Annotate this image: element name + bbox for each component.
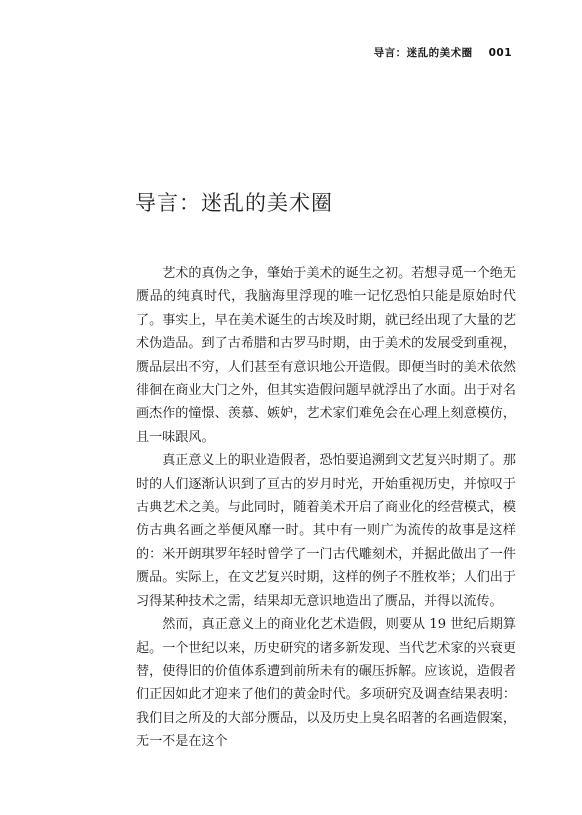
body-text [136,262,516,754]
paragraph-1: 艺术的真伪之争，肇始于美术的诞生之初。若想寻觅一个绝无赝品的纯真时代，我脑海里浮现的唯一记忆恐怕只能是原始时代了。事实上，早在美术诞生的古埃及时期，就已经出现了大量的艺术伪造品。到了古希腊和古罗马时期，由于美术的发展受到重视，赝品层出不穷，人们甚至有意识地公开造假。即便当时的美术依然徘徊在商业大门之外，但其实造假问题早就浮出了水面。出于对名画杰作的憧憬、羡慕、嫉妒，艺术家们难免会在心理上刻意模仿，且一味跟风。 [136,266,516,445]
paragraph-3: 然而，真正意义上的商业化艺术造假，则要从 19 世纪后期算起。一个世纪以来，历史研究的诸多新发现、当代艺术家的兴衰更替，使得旧的价值体系遭到前所未有的碾压拆解。应该说，造假者们正因如此才迎来了他们的黄金时代。多项研究及调查结果表明：我们目之所及的大部分赝品，以及历史上臭名昭著的名画造假案，无一不是在这个 [136,617,516,750]
running-header-title: 导言：迷乱的美术圈 [373,47,473,59]
paragraph-2: 真正意义上的职业造假者，恐怕要追溯到文艺复兴时期了。那时的人们逐渐认识到了亘古的岁月时光，开始重视历史，并惊叹于古典艺术之美。与此同时，随着美术开启了商业化的经营模式，模仿古典名画之举便风靡一时。其中有一则广为流传的故事是这样的：米开朗琪罗年轻时曾学了一门古代雕刻术，并据此做出了一件赝品。实际上，在文艺复兴时期，这样的例子不胜枚举；人们出于习得某种技术之需，结果却无意识地造出了赝品，并得以流传。 [136,453,516,609]
running-header [374,45,512,60]
page-number: 001 [488,47,512,59]
chapter-title: 导言：迷乱的美术圈 [135,191,333,215]
